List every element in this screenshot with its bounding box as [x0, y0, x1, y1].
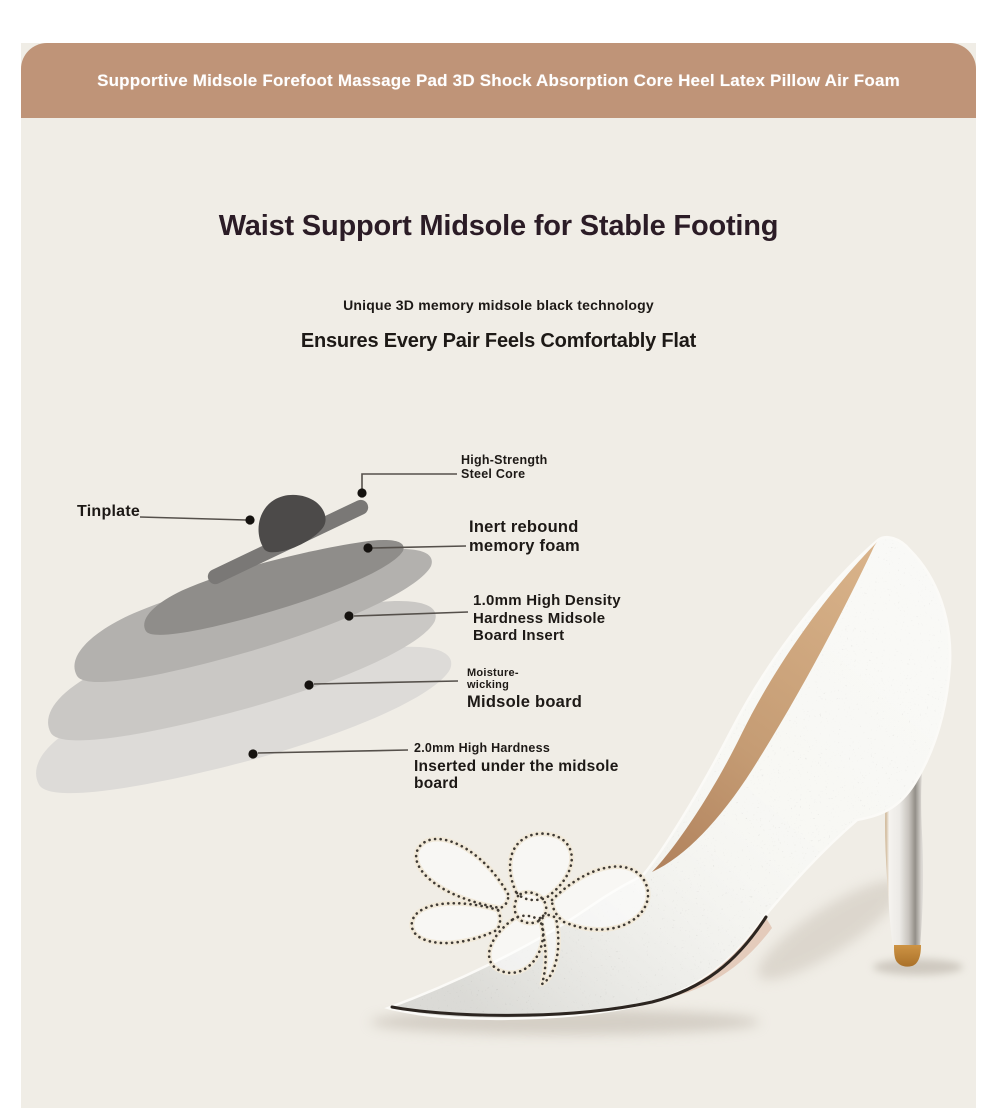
callout-dot [245, 515, 254, 524]
callout-line-steel-core [362, 474, 457, 489]
callout-dot [344, 611, 353, 620]
callout-text: memory foam [469, 537, 580, 555]
callout-label-memory-foam [469, 518, 580, 556]
callout-dot [357, 488, 366, 497]
callout-text: Tinplate [77, 503, 141, 520]
midsole-layer-stack [23, 495, 462, 820]
midsole-diagram-and-shoe-photo [21, 43, 976, 1108]
callout-text: Inserted under the midsole board [414, 758, 619, 792]
callout-text: 1.0mm High Density [473, 592, 621, 609]
callout-label-under-board [414, 741, 624, 792]
subtitle-small: Unique 3D memory midsole black technology [343, 297, 654, 313]
callout-text: wicking [467, 679, 510, 691]
banner-text: Supportive Midsole Forefoot Massage Pad 3D Shock Absorption Core Heel Latex Pillow Air Foam [97, 70, 900, 90]
callout-text: Hardness Midsole [473, 609, 606, 627]
callout-label-tinplate [77, 503, 140, 520]
callout-text: High-Strength [461, 453, 548, 467]
callout-label-midsole-board [467, 667, 582, 712]
callout-text: 2.0mm High Hardness [414, 741, 551, 755]
callout-dot [363, 543, 372, 552]
heel-shadow [873, 959, 963, 975]
callout-line-tinplate [140, 517, 246, 520]
callout-text: Board Insert [473, 627, 565, 644]
callout-label-board-insert [473, 592, 621, 645]
callout-text: Moisture- [467, 667, 519, 679]
callout-dot [248, 749, 257, 758]
callout-text: Midsole board [467, 693, 583, 711]
layer-tinplate-shank [259, 495, 326, 552]
page-panel [21, 43, 976, 1108]
page-title: Waist Support Midsole for Stable Footing [218, 210, 779, 242]
callout-text: Inert rebound [469, 518, 579, 536]
callout-label-steel-core [461, 453, 548, 481]
callout-text: Steel Core [461, 467, 526, 481]
callout-dot [304, 680, 313, 689]
subtitle-large: Ensures Every Pair Feels Comfortably Flat [300, 330, 697, 352]
